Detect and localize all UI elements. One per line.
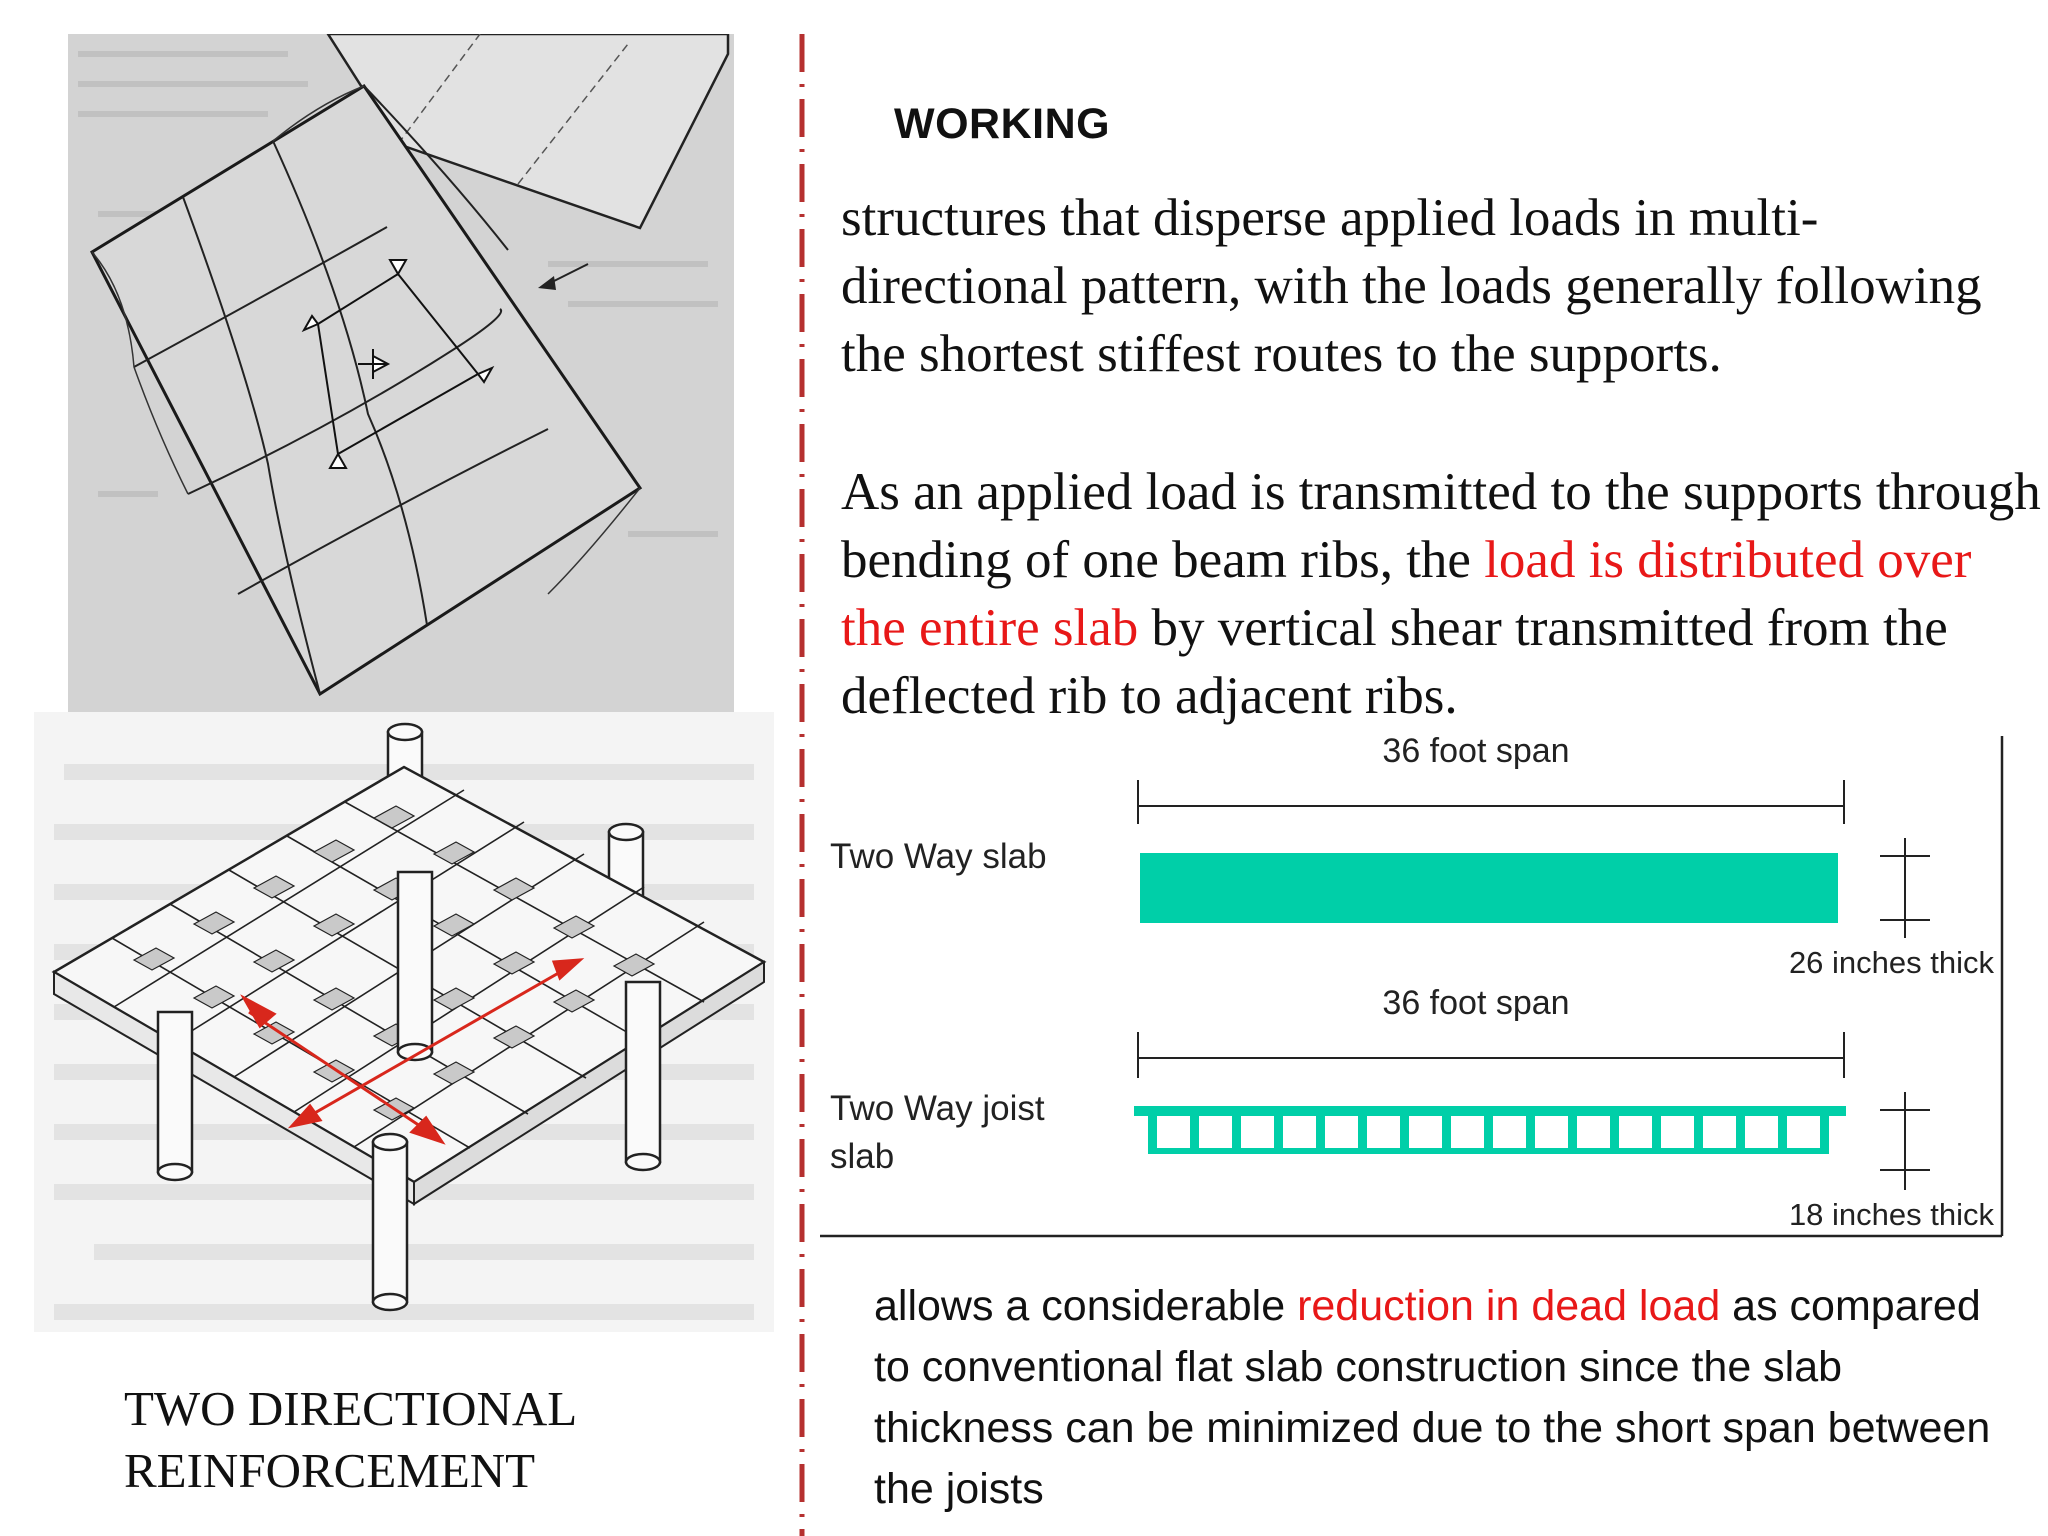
p3-text-after: as compared to conventional flat slab construction since the slab thickness can be minimized due to the short span between the joists — [874, 1282, 1991, 1513]
p2-text-before: As an applied load is transmitted to the supports through bending of one beam ribs, the — [841, 463, 2041, 589]
p3-highlight: reduction in dead load — [1297, 1282, 1721, 1330]
left-caption — [124, 1378, 664, 1502]
joist-thickness-label: 18 inches thick — [1788, 1197, 1994, 1232]
slab-thickness-label: 26 inches thick — [1788, 945, 1994, 980]
paragraph-dead-load — [874, 1276, 1994, 1520]
joist-name-label-line2: slab — [830, 1137, 895, 1176]
p2-text-after: by vertical shear transmitted from the deflected rib to adjacent ribs. — [841, 599, 1948, 725]
joist-slab-section — [1134, 1106, 1846, 1154]
p3-text-before: allows a considerable — [874, 1282, 1298, 1330]
solid-slab-section — [1140, 853, 1838, 923]
p2-highlight: load is distributed over the entire slab — [841, 531, 1972, 657]
slab-span-label: 36 foot span — [1382, 732, 1570, 770]
paragraph-multidirectional: structures that disperse applied loads in multi-directional pattern, with the loads generally following the shortest stiffest routes to the supports. — [841, 189, 1982, 383]
vertical-divider — [796, 34, 808, 1536]
section-heading: WORKING — [894, 100, 1111, 148]
joist-name-label-line1: Two Way joist — [830, 1089, 1045, 1128]
slab-comparison-diagram — [818, 728, 2008, 1240]
slab-deflection-sketch — [68, 34, 734, 712]
waffle-slab-illustration — [34, 712, 774, 1332]
left-caption-line2: REINFORCEMENT — [124, 1443, 536, 1498]
paragraph-load-transmission — [841, 458, 2041, 730]
joist-span-label: 36 foot span — [1382, 984, 1570, 1022]
left-caption-line1: TWO DIRECTIONAL — [124, 1381, 578, 1436]
slab-name-label: Two Way slab — [830, 837, 1047, 876]
